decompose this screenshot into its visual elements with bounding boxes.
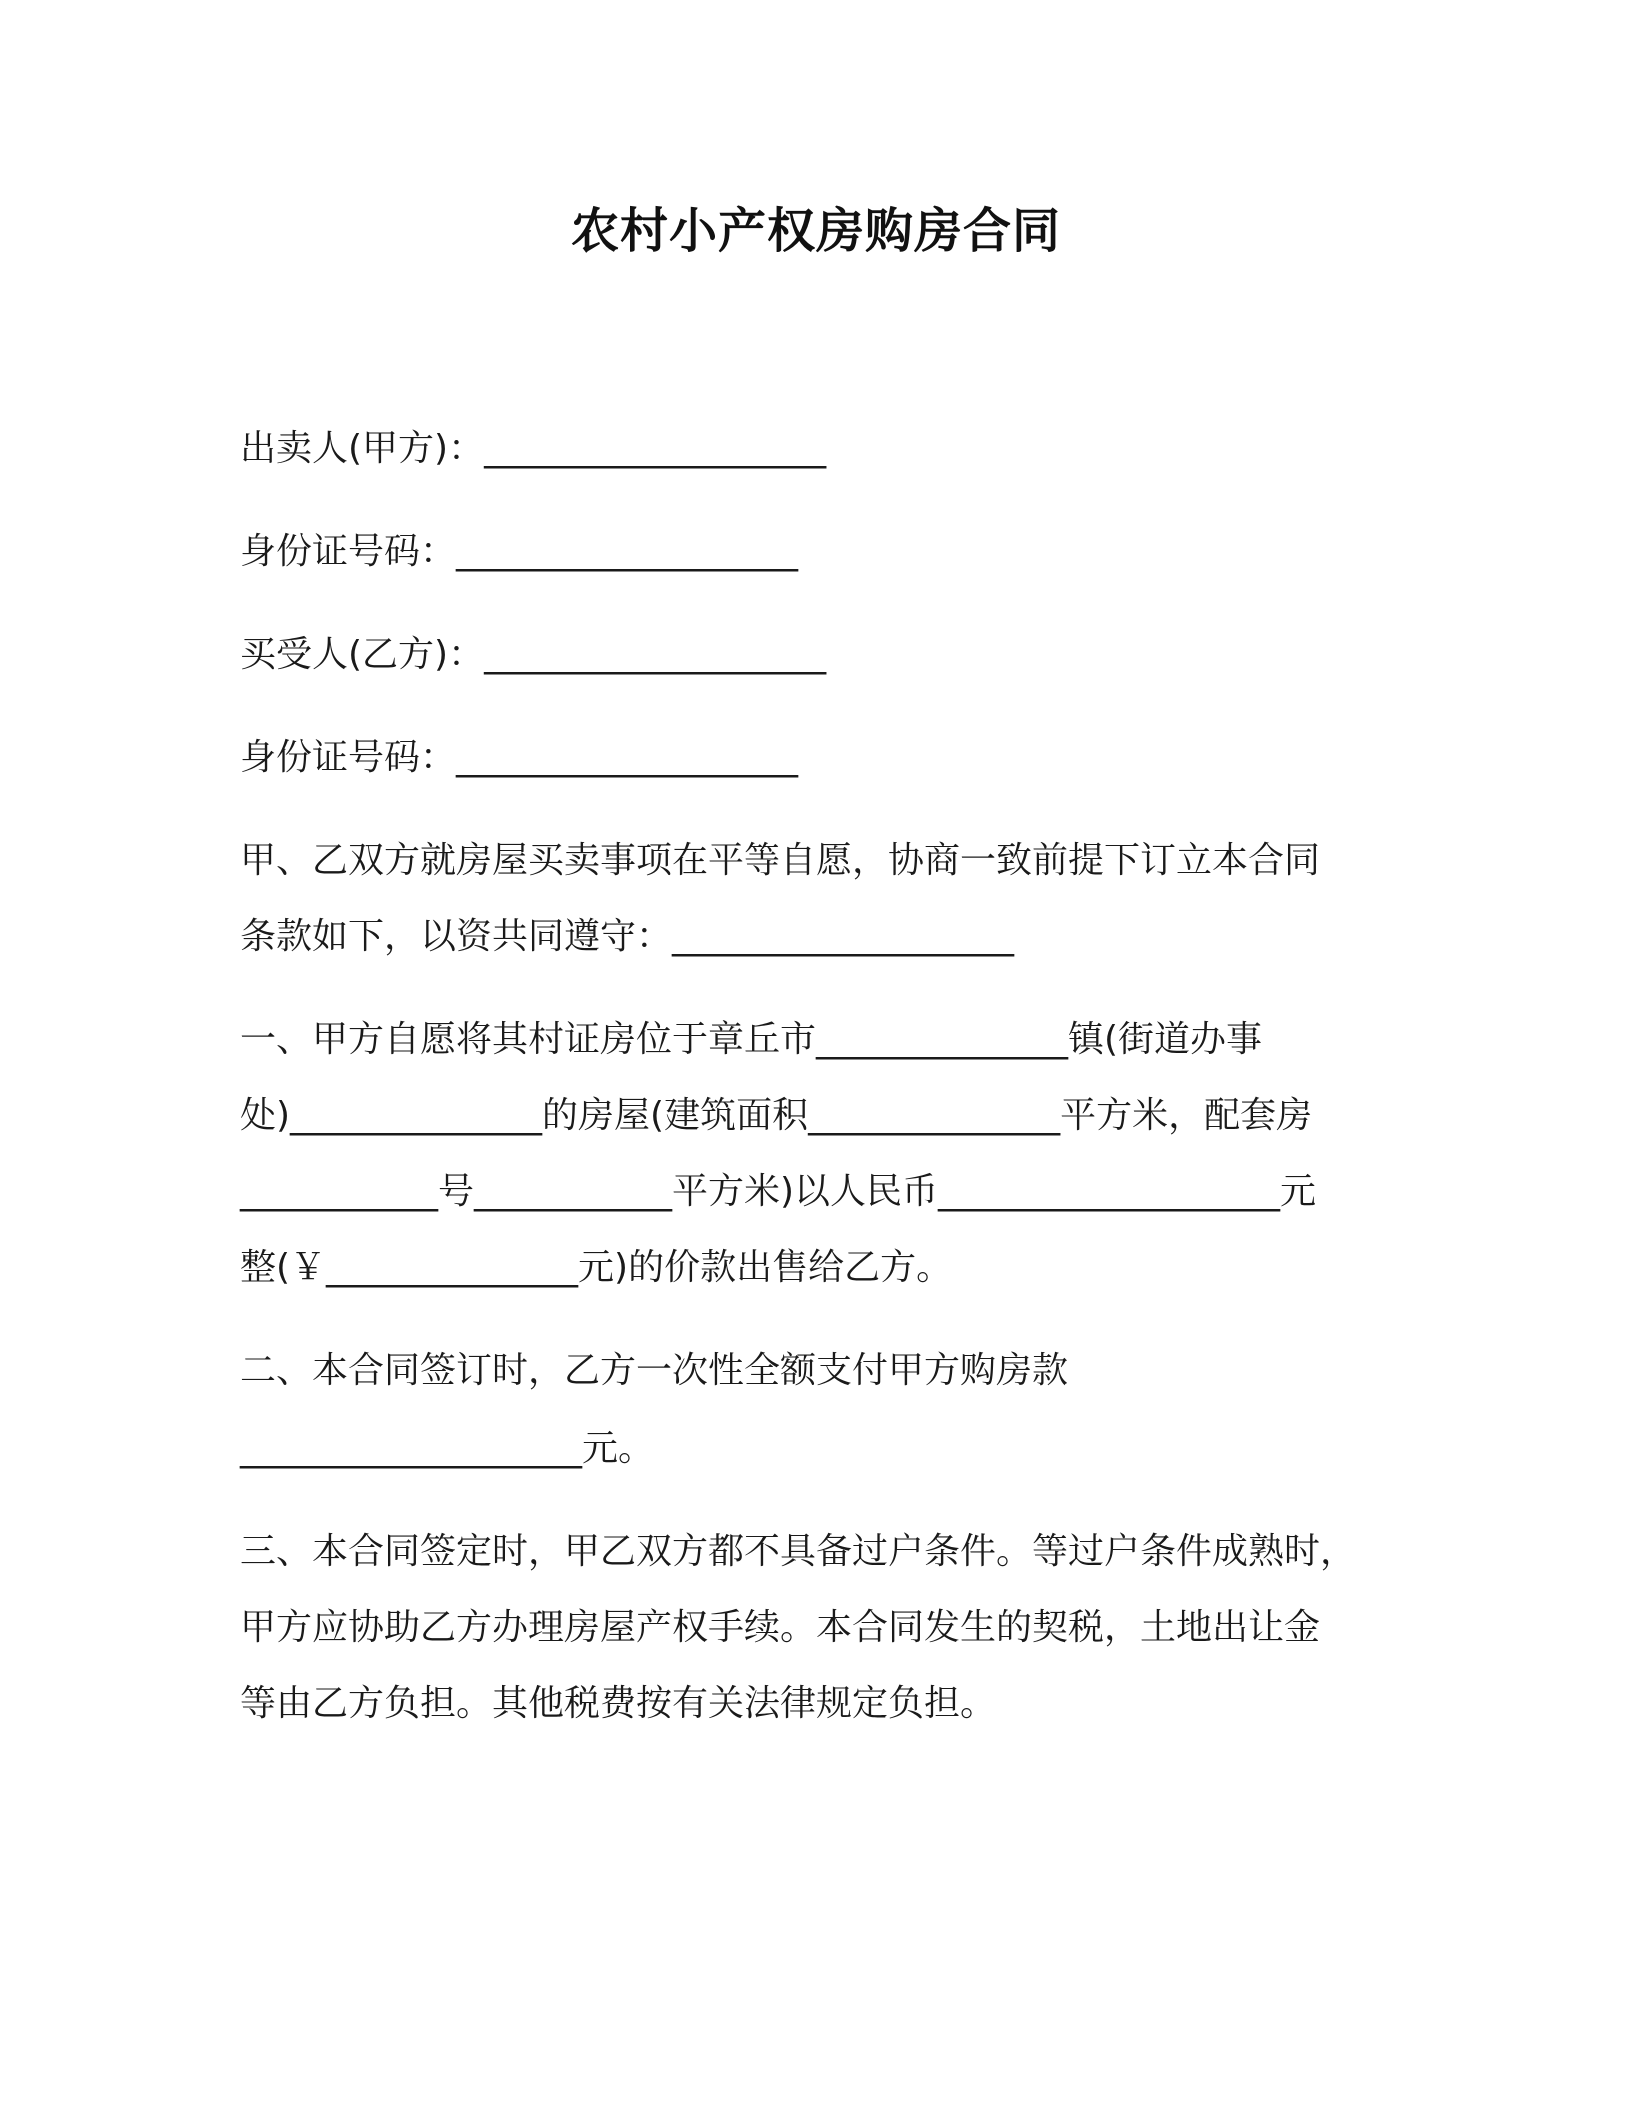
clause-3-line-2: 甲方应协助乙方办理房屋产权手续。本合同发生的契税，土地出让金 bbox=[240, 1607, 1321, 1648]
clause-2-line-2: ___________________元。 bbox=[240, 1428, 655, 1469]
preamble-line-2: 条款如下，以资共同遵守：___________________ bbox=[240, 916, 1015, 957]
clause-1-line-2: 处)______________的房屋(建筑面积______________平方米，配套房 bbox=[240, 1095, 1313, 1136]
buyer-field: 买受人(乙方)：___________________ bbox=[240, 634, 827, 675]
seller-id-field: 身份证号码：___________________ bbox=[240, 531, 799, 572]
seller-field: 出卖人(甲方)：___________________ bbox=[240, 428, 827, 469]
clause-1-line-3: ___________号___________平方米)以人民币___________________元 bbox=[240, 1171, 1317, 1212]
buyer-id-field: 身份证号码：___________________ bbox=[240, 737, 799, 778]
clause-1-line-4: 整(￥______________元)的价款出售给乙方。 bbox=[240, 1247, 953, 1288]
clause-2-line-1: 二、本合同签订时，乙方一次性全额支付甲方购房款 bbox=[240, 1350, 1069, 1391]
preamble-line-1: 甲、乙双方就房屋买卖事项在平等自愿，协商一致前提下订立本合同 bbox=[240, 840, 1321, 881]
clause-3-line-3: 等由乙方负担。其他税费按有关法律规定负担。 bbox=[240, 1683, 997, 1724]
document-title: 农村小产权房购房合同 bbox=[570, 203, 1061, 259]
clause-1-line-1: 一、甲方自愿将其村证房位于章丘市______________镇(街道办事 bbox=[240, 1019, 1263, 1060]
clause-3-line-1: 三、本合同签定时，甲乙双方都不具备过户条件。等过户条件成熟时， bbox=[240, 1531, 1357, 1572]
